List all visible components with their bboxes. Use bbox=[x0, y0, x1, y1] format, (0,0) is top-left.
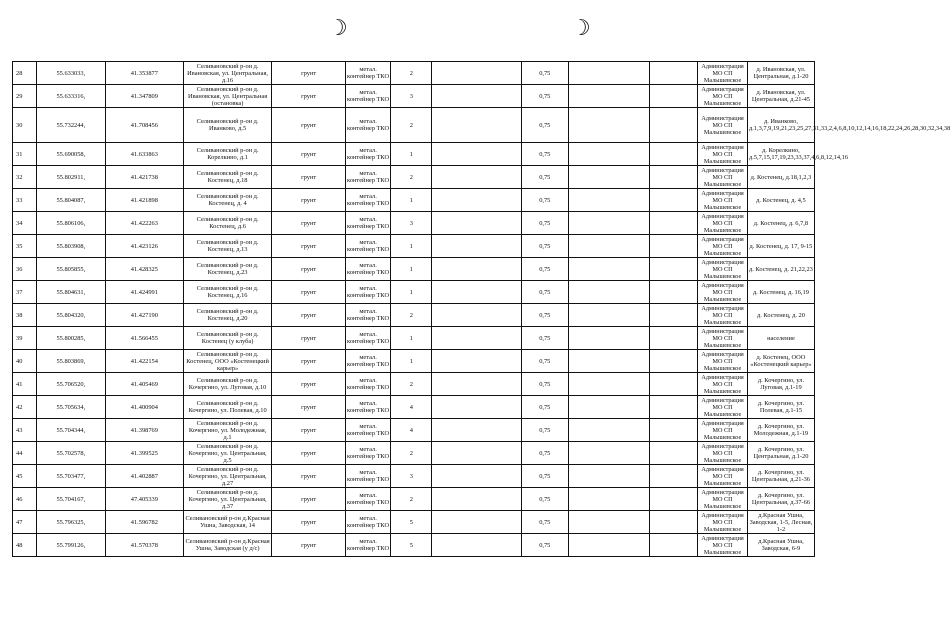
address-cell: Селивановский р-он д. Костенец, д.18 bbox=[183, 166, 272, 189]
row-number-cell: 48 bbox=[13, 534, 37, 557]
volume-cell: 0,75 bbox=[522, 511, 568, 534]
longitude-cell: 41.402887 bbox=[105, 465, 183, 488]
latitude-cell: 55.704344, bbox=[36, 419, 105, 442]
container-count-cell: 2 bbox=[391, 62, 432, 85]
row-number-cell: 40 bbox=[13, 350, 37, 373]
empty-cell bbox=[432, 511, 522, 534]
volume-cell: 0,75 bbox=[522, 258, 568, 281]
surface-cell: грунт bbox=[272, 189, 346, 212]
container-type-cell: метал. контейнер ТКО bbox=[345, 373, 390, 396]
container-type-cell: метал. контейнер ТКО bbox=[345, 419, 390, 442]
served-objects-cell: д. Костенец, д. 20 bbox=[747, 304, 814, 327]
empty-cell bbox=[432, 166, 522, 189]
address-cell: Селивановский р-он д. Кочергино, ул. Центральная, д.37 bbox=[183, 488, 272, 511]
surface-cell: грунт bbox=[272, 281, 346, 304]
empty-cell bbox=[568, 235, 649, 258]
empty-cell bbox=[568, 62, 649, 85]
table-row bbox=[13, 442, 881, 465]
empty-cell bbox=[432, 488, 522, 511]
longitude-cell: 41.405469 bbox=[105, 373, 183, 396]
empty-cell bbox=[432, 442, 522, 465]
address-cell: Селивановский р-он д. Кочергино, ул. Молодежная, д.1 bbox=[183, 419, 272, 442]
volume-cell: 0,75 bbox=[522, 327, 568, 350]
empty-cell bbox=[649, 419, 698, 442]
longitude-cell: 41.570378 bbox=[105, 534, 183, 557]
latitude-cell: 55.806106, bbox=[36, 212, 105, 235]
served-objects-cell: д. Кочергино, ул. Центральная, д.37-66 bbox=[747, 488, 814, 511]
empty-cell bbox=[568, 419, 649, 442]
latitude-cell: 55.703477, bbox=[36, 465, 105, 488]
address-cell: Селивановский р-он д. Корелкино, д.1 bbox=[183, 143, 272, 166]
longitude-cell: 41.566455 bbox=[105, 327, 183, 350]
volume-cell: 0,75 bbox=[522, 189, 568, 212]
container-count-cell: 3 bbox=[391, 465, 432, 488]
container-count-cell: 5 bbox=[391, 511, 432, 534]
owner-cell: Администрация МО СП Малышевское bbox=[698, 166, 748, 189]
served-objects-cell: население bbox=[747, 327, 814, 350]
container-type-cell: метал. контейнер ТКО bbox=[345, 534, 390, 557]
served-objects-cell: д. Костенец, д. 21,22,23 bbox=[747, 258, 814, 281]
table-row bbox=[13, 534, 881, 557]
table-row bbox=[13, 396, 881, 419]
row-number-cell: 37 bbox=[13, 281, 37, 304]
latitude-cell: 55.704167, bbox=[36, 488, 105, 511]
container-count-cell: 1 bbox=[391, 350, 432, 373]
container-type-cell: метал. контейнер ТКО bbox=[345, 143, 390, 166]
empty-cell bbox=[432, 281, 522, 304]
longitude-cell: 41.596782 bbox=[105, 511, 183, 534]
surface-cell: грунт bbox=[272, 465, 346, 488]
container-type-cell: метал. контейнер ТКО bbox=[345, 85, 390, 108]
table-row bbox=[13, 373, 881, 396]
row-number-cell: 44 bbox=[13, 442, 37, 465]
row-number-cell: 33 bbox=[13, 189, 37, 212]
empty-cell bbox=[432, 373, 522, 396]
latitude-cell: 55.803869, bbox=[36, 350, 105, 373]
container-type-cell: метал. контейнер ТКО bbox=[345, 235, 390, 258]
binding-mark-left: ☽ bbox=[328, 16, 348, 41]
empty-cell bbox=[649, 511, 698, 534]
address-cell: Селивановский р-он д.Красная Ушна, Заводская (у д/с) bbox=[183, 534, 272, 557]
surface-cell: грунт bbox=[272, 212, 346, 235]
container-type-cell: метал. контейнер ТКО bbox=[345, 212, 390, 235]
empty-cell bbox=[432, 534, 522, 557]
empty-cell bbox=[649, 304, 698, 327]
row-number-cell: 41 bbox=[13, 373, 37, 396]
volume-cell: 0,75 bbox=[522, 442, 568, 465]
table-row bbox=[13, 419, 881, 442]
longitude-cell: 41.399525 bbox=[105, 442, 183, 465]
table-row bbox=[13, 258, 881, 281]
container-count-cell: 1 bbox=[391, 189, 432, 212]
row-number-cell: 46 bbox=[13, 488, 37, 511]
empty-cell bbox=[432, 235, 522, 258]
container-count-cell: 2 bbox=[391, 442, 432, 465]
container-sites-table bbox=[12, 61, 950, 557]
owner-cell: Администрация МО СП Малышевское bbox=[698, 396, 748, 419]
empty-cell bbox=[568, 511, 649, 534]
table-row bbox=[13, 143, 881, 166]
latitude-cell: 55.804087, bbox=[36, 189, 105, 212]
container-type-cell: метал. контейнер ТКО bbox=[345, 488, 390, 511]
table-row bbox=[13, 511, 881, 534]
address-cell: Селивановский р-он д. Кочергино, ул. Полевая, д.10 bbox=[183, 396, 272, 419]
empty-cell bbox=[568, 304, 649, 327]
latitude-cell: 55.633316, bbox=[36, 85, 105, 108]
container-count-cell: 1 bbox=[391, 258, 432, 281]
longitude-cell: 41.421898 bbox=[105, 189, 183, 212]
container-type-cell: метал. контейнер ТКО bbox=[345, 442, 390, 465]
address-cell: Селивановский р-он д. Костенец, д.16 bbox=[183, 281, 272, 304]
volume-cell: 0,75 bbox=[522, 534, 568, 557]
latitude-cell: 55.802911, bbox=[36, 166, 105, 189]
owner-cell: Администрация МО СП Малышевское bbox=[698, 373, 748, 396]
owner-cell: Администрация МО СП Малышевское bbox=[698, 108, 748, 143]
table-body bbox=[13, 62, 950, 557]
served-objects-cell: д. Костенец, д.18,1,2,3 bbox=[747, 166, 814, 189]
empty-cell bbox=[432, 419, 522, 442]
row-number-cell: 29 bbox=[13, 85, 37, 108]
empty-cell bbox=[568, 465, 649, 488]
table-row bbox=[13, 189, 881, 212]
table-row bbox=[13, 327, 881, 350]
empty-cell bbox=[649, 212, 698, 235]
owner-cell: Администрация МО СП Малышевское bbox=[698, 189, 748, 212]
empty-cell bbox=[568, 534, 649, 557]
served-objects-cell: д. Кочергино, ул. Центральная, д.21-36 bbox=[747, 465, 814, 488]
surface-cell: грунт bbox=[272, 534, 346, 557]
longitude-cell: 41.428325 bbox=[105, 258, 183, 281]
row-number-cell: 34 bbox=[13, 212, 37, 235]
empty-cell bbox=[649, 143, 698, 166]
served-objects-cell: д. Корелкино, д.5,7,15,17,19,23,33,37,4,6,8,12,14,16 bbox=[747, 143, 814, 166]
table-row bbox=[13, 62, 881, 85]
empty-cell bbox=[568, 327, 649, 350]
volume-cell: 0,75 bbox=[522, 108, 568, 143]
surface-cell: грунт bbox=[272, 258, 346, 281]
volume-cell: 0,75 bbox=[522, 143, 568, 166]
served-objects-cell: д. Костенец, д. 16,19 bbox=[747, 281, 814, 304]
row-number-cell: 43 bbox=[13, 419, 37, 442]
container-type-cell: метал. контейнер ТКО bbox=[345, 511, 390, 534]
longitude-cell: 41.347809 bbox=[105, 85, 183, 108]
latitude-cell: 55.804320, bbox=[36, 304, 105, 327]
surface-cell: грунт bbox=[272, 442, 346, 465]
address-cell: Селивановский р-он д. Костенец (у клуба) bbox=[183, 327, 272, 350]
longitude-cell: 41.421738 bbox=[105, 166, 183, 189]
container-type-cell: метал. контейнер ТКО bbox=[345, 350, 390, 373]
served-objects-cell: д. Кочергино, ул. Луговая, д.1-19 bbox=[747, 373, 814, 396]
empty-cell bbox=[568, 281, 649, 304]
empty-cell bbox=[649, 534, 698, 557]
served-objects-cell: д.Красная Ушна, Заводская, 1-5, Лесная, 1-2 bbox=[747, 511, 814, 534]
longitude-cell: 41.398769 bbox=[105, 419, 183, 442]
empty-cell bbox=[432, 304, 522, 327]
longitude-cell: 41.427190 bbox=[105, 304, 183, 327]
row-number-cell: 39 bbox=[13, 327, 37, 350]
empty-cell bbox=[649, 442, 698, 465]
empty-cell bbox=[568, 350, 649, 373]
empty-cell bbox=[649, 465, 698, 488]
empty-cell bbox=[432, 189, 522, 212]
table-row bbox=[13, 85, 881, 108]
container-count-cell: 4 bbox=[391, 419, 432, 442]
empty-cell bbox=[649, 488, 698, 511]
row-number-cell: 35 bbox=[13, 235, 37, 258]
container-type-cell: метал. контейнер ТКО bbox=[345, 304, 390, 327]
empty-cell bbox=[649, 189, 698, 212]
latitude-cell: 55.800285, bbox=[36, 327, 105, 350]
served-objects-cell: д. Костенец, д. 17, 9-15 bbox=[747, 235, 814, 258]
empty-cell bbox=[568, 108, 649, 143]
volume-cell: 0,75 bbox=[522, 62, 568, 85]
latitude-cell: 55.702578, bbox=[36, 442, 105, 465]
address-cell: Селивановский р-он д. Костенец, ООО «Костенецкий карьер» bbox=[183, 350, 272, 373]
table-row bbox=[13, 166, 881, 189]
volume-cell: 0,75 bbox=[522, 488, 568, 511]
volume-cell: 0,75 bbox=[522, 419, 568, 442]
surface-cell: грунт bbox=[272, 85, 346, 108]
volume-cell: 0,75 bbox=[522, 235, 568, 258]
owner-cell: Администрация МО СП Малышевское bbox=[698, 62, 748, 85]
address-cell: Селивановский р-он д.Красная Ушна, Заводская, 14 bbox=[183, 511, 272, 534]
owner-cell: Администрация МО СП Малышевское bbox=[698, 258, 748, 281]
empty-cell bbox=[432, 327, 522, 350]
volume-cell: 0,75 bbox=[522, 465, 568, 488]
owner-cell: Администрация МО СП Малышевское bbox=[698, 511, 748, 534]
address-cell: Селивановский р-он д. Ивановская, ул. Центральная, д.16 bbox=[183, 62, 272, 85]
empty-cell bbox=[568, 143, 649, 166]
longitude-cell: 41.353877 bbox=[105, 62, 183, 85]
latitude-cell: 55.803908, bbox=[36, 235, 105, 258]
empty-cell bbox=[432, 85, 522, 108]
surface-cell: грунт bbox=[272, 488, 346, 511]
served-objects-cell: д. Иванково, д.1,3,7,9,19,21,23,25,27,31,33,2,4,6,8,10,12,14,16,18,22,24,26,28,30,32,34,38 bbox=[747, 108, 814, 143]
empty-cell bbox=[432, 108, 522, 143]
owner-cell: Администрация МО СП Малышевское bbox=[698, 534, 748, 557]
owner-cell: Администрация МО СП Малышевское bbox=[698, 281, 748, 304]
owner-cell: Администрация МО СП Малышевское bbox=[698, 212, 748, 235]
address-cell: Селивановский р-он д. Костенец, д.20 bbox=[183, 304, 272, 327]
latitude-cell: 55.706520, bbox=[36, 373, 105, 396]
empty-cell bbox=[432, 258, 522, 281]
empty-cell bbox=[649, 327, 698, 350]
served-objects-cell: д. Кочергино, ул. Центральная, д.1-20 bbox=[747, 442, 814, 465]
surface-cell: грунт bbox=[272, 327, 346, 350]
address-cell: Селивановский р-он д. Костенец, д. 4 bbox=[183, 189, 272, 212]
address-cell: Селивановский р-он д. Кочергино, ул. Центральная, д.27 bbox=[183, 465, 272, 488]
row-number-cell: 45 bbox=[13, 465, 37, 488]
row-number-cell: 47 bbox=[13, 511, 37, 534]
volume-cell: 0,75 bbox=[522, 350, 568, 373]
container-count-cell: 1 bbox=[391, 235, 432, 258]
served-objects-cell: д. Костенец, д. 4,5 bbox=[747, 189, 814, 212]
container-count-cell: 3 bbox=[391, 85, 432, 108]
empty-cell bbox=[568, 396, 649, 419]
container-type-cell: метал. контейнер ТКО bbox=[345, 166, 390, 189]
empty-cell bbox=[649, 350, 698, 373]
row-number-cell: 36 bbox=[13, 258, 37, 281]
empty-cell bbox=[568, 166, 649, 189]
container-count-cell: 2 bbox=[391, 373, 432, 396]
owner-cell: Администрация МО СП Малышевское bbox=[698, 488, 748, 511]
owner-cell: Администрация МО СП Малышевское bbox=[698, 350, 748, 373]
longitude-cell: 41.400904 bbox=[105, 396, 183, 419]
row-number-cell: 31 bbox=[13, 143, 37, 166]
empty-cell bbox=[432, 465, 522, 488]
latitude-cell: 55.799126, bbox=[36, 534, 105, 557]
binding-mark-right: ☽ bbox=[571, 16, 591, 41]
empty-cell bbox=[568, 212, 649, 235]
served-objects-cell: д. Ивановская, ул. Центральная, д.21-45 bbox=[747, 85, 814, 108]
table-row bbox=[13, 108, 881, 143]
longitude-cell: 47.405339 bbox=[105, 488, 183, 511]
volume-cell: 0,75 bbox=[522, 304, 568, 327]
longitude-cell: 41.633863 bbox=[105, 143, 183, 166]
container-count-cell: 2 bbox=[391, 304, 432, 327]
empty-cell bbox=[568, 442, 649, 465]
volume-cell: 0,75 bbox=[522, 396, 568, 419]
container-count-cell: 3 bbox=[391, 212, 432, 235]
surface-cell: грунт bbox=[272, 108, 346, 143]
empty-cell bbox=[649, 281, 698, 304]
surface-cell: грунт bbox=[272, 373, 346, 396]
row-number-cell: 42 bbox=[13, 396, 37, 419]
served-objects-cell: д. Ивановская, ул. Центральная, д.1-20 bbox=[747, 62, 814, 85]
container-count-cell: 1 bbox=[391, 281, 432, 304]
empty-cell bbox=[568, 373, 649, 396]
address-cell: Селивановский р-он д. Костенец, д.6 bbox=[183, 212, 272, 235]
latitude-cell: 55.633033, bbox=[36, 62, 105, 85]
container-count-cell: 1 bbox=[391, 327, 432, 350]
owner-cell: Администрация МО СП Малышевское bbox=[698, 235, 748, 258]
surface-cell: грунт bbox=[272, 235, 346, 258]
empty-cell bbox=[568, 189, 649, 212]
empty-cell bbox=[649, 373, 698, 396]
empty-cell bbox=[568, 488, 649, 511]
container-type-cell: метал. контейнер ТКО bbox=[345, 189, 390, 212]
empty-cell bbox=[432, 350, 522, 373]
latitude-cell: 55.805855, bbox=[36, 258, 105, 281]
served-objects-cell: д. Костенец, д. 6,7,8 bbox=[747, 212, 814, 235]
surface-cell: грунт bbox=[272, 62, 346, 85]
address-cell: Селивановский р-он д. Кочергино, ул. Луговая, д.10 bbox=[183, 373, 272, 396]
container-count-cell: 2 bbox=[391, 108, 432, 143]
longitude-cell: 41.422263 bbox=[105, 212, 183, 235]
served-objects-cell: д. Костенец, ООО «Костенецкий карьер» bbox=[747, 350, 814, 373]
volume-cell: 0,75 bbox=[522, 373, 568, 396]
owner-cell: Администрация МО СП Малышевское bbox=[698, 465, 748, 488]
served-objects-cell: д. Кочергино, ул. Полевая, д.1-15 bbox=[747, 396, 814, 419]
container-type-cell: метал. контейнер ТКО bbox=[345, 327, 390, 350]
container-count-cell: 1 bbox=[391, 143, 432, 166]
owner-cell: Администрация МО СП Малышевское bbox=[698, 442, 748, 465]
container-type-cell: метал. контейнер ТКО bbox=[345, 465, 390, 488]
empty-cell bbox=[432, 143, 522, 166]
longitude-cell: 41.423126 bbox=[105, 235, 183, 258]
owner-cell: Администрация МО СП Малышевское bbox=[698, 143, 748, 166]
container-type-cell: метал. контейнер ТКО bbox=[345, 396, 390, 419]
latitude-cell: 55.796325, bbox=[36, 511, 105, 534]
volume-cell: 0,75 bbox=[522, 85, 568, 108]
surface-cell: грунт bbox=[272, 166, 346, 189]
longitude-cell: 41.708456 bbox=[105, 108, 183, 143]
address-cell: Селивановский р-он д. Кочергино, ул. Центральная, д.5 bbox=[183, 442, 272, 465]
address-cell: Селивановский р-он д. Костенец, д.23 bbox=[183, 258, 272, 281]
container-count-cell: 2 bbox=[391, 488, 432, 511]
latitude-cell: 55.705634, bbox=[36, 396, 105, 419]
table-row bbox=[13, 488, 881, 511]
latitude-cell: 55.732244, bbox=[36, 108, 105, 143]
row-number-cell: 32 bbox=[13, 166, 37, 189]
empty-cell bbox=[432, 212, 522, 235]
container-count-cell: 2 bbox=[391, 166, 432, 189]
container-type-cell: метал. контейнер ТКО bbox=[345, 258, 390, 281]
container-count-cell: 5 bbox=[391, 534, 432, 557]
row-number-cell: 30 bbox=[13, 108, 37, 143]
surface-cell: грунт bbox=[272, 419, 346, 442]
empty-cell bbox=[649, 166, 698, 189]
table-row bbox=[13, 465, 881, 488]
longitude-cell: 41.424991 bbox=[105, 281, 183, 304]
row-number-cell: 38 bbox=[13, 304, 37, 327]
empty-cell bbox=[568, 258, 649, 281]
row-number-cell: 28 bbox=[13, 62, 37, 85]
empty-cell bbox=[649, 85, 698, 108]
address-cell: Селивановский р-он д. Иванково, д.5 bbox=[183, 108, 272, 143]
table-row bbox=[13, 235, 881, 258]
empty-cell bbox=[432, 62, 522, 85]
empty-cell bbox=[649, 108, 698, 143]
volume-cell: 0,75 bbox=[522, 281, 568, 304]
latitude-cell: 55.804631, bbox=[36, 281, 105, 304]
container-count-cell: 4 bbox=[391, 396, 432, 419]
owner-cell: Администрация МО СП Малышевское bbox=[698, 85, 748, 108]
table-row bbox=[13, 350, 881, 373]
empty-cell bbox=[649, 235, 698, 258]
container-type-cell: метал. контейнер ТКО bbox=[345, 281, 390, 304]
longitude-cell: 41.422154 bbox=[105, 350, 183, 373]
served-objects-cell: д. Кочергино, ул. Молодежная, д.1-19 bbox=[747, 419, 814, 442]
address-cell: Селивановский р-он д. Костенец, д.13 bbox=[183, 235, 272, 258]
served-objects-cell: д.Красная Ушна, Заводская, 6-9 bbox=[747, 534, 814, 557]
address-cell: Селивановский р-он д. Ивановская, ул. Центральная (остановка) bbox=[183, 85, 272, 108]
volume-cell: 0,75 bbox=[522, 166, 568, 189]
owner-cell: Администрация МО СП Малышевское bbox=[698, 327, 748, 350]
container-type-cell: метал. контейнер ТКО bbox=[345, 62, 390, 85]
table-row bbox=[13, 304, 881, 327]
empty-cell bbox=[649, 62, 698, 85]
owner-cell: Администрация МО СП Малышевское bbox=[698, 419, 748, 442]
surface-cell: грунт bbox=[272, 511, 346, 534]
empty-cell bbox=[649, 396, 698, 419]
surface-cell: грунт bbox=[272, 396, 346, 419]
volume-cell: 0,75 bbox=[522, 212, 568, 235]
empty-cell bbox=[649, 258, 698, 281]
surface-cell: грунт bbox=[272, 304, 346, 327]
empty-cell bbox=[432, 396, 522, 419]
owner-cell: Администрация МО СП Малышевское bbox=[698, 304, 748, 327]
table-row bbox=[13, 212, 881, 235]
table-row bbox=[13, 281, 881, 304]
empty-cell bbox=[568, 85, 649, 108]
container-type-cell: метал. контейнер ТКО bbox=[345, 108, 390, 143]
surface-cell: грунт bbox=[272, 350, 346, 373]
surface-cell: грунт bbox=[272, 143, 346, 166]
latitude-cell: 55.690058, bbox=[36, 143, 105, 166]
